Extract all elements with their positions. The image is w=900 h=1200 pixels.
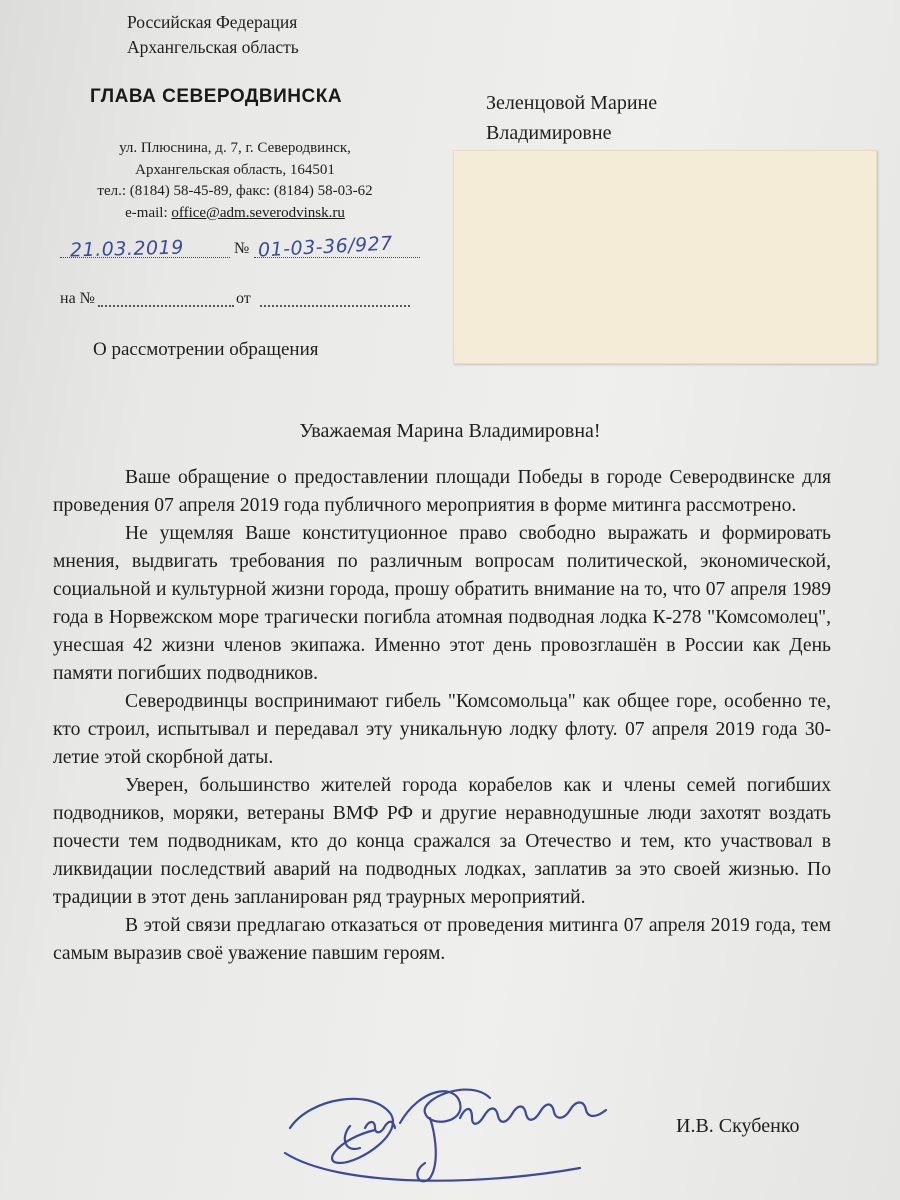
address-line-street: ул. Плюснина, д. 7, г. Северодвинск, [119,140,351,156]
paragraph-3: Северодвинцы воспринимают гибель "Комсомольца" как общее горе, особенно те, кто строил, испытывал и передавал эту уникальную лодку флоту. 07 апреля 2019 года 30-летие этой скорбной даты. [53,691,831,768]
outgoing-reference [60,232,420,264]
recipient-block [486,88,657,148]
incoming-number-label: на № [60,290,95,307]
handwritten-number: 01-03-36/927 [257,232,394,262]
country-line: Российская Федерация [127,12,298,32]
address-block [70,138,400,224]
recipient-name-line2: Владимировне [486,122,612,144]
recipient-name-line1: Зеленцовой Марине [486,92,658,114]
letter-body [53,464,831,968]
paragraph-1: Ваше обращение о предоставлении площади Победы в городе Северодвинске для проведения 07 апреля 2019 года публичного мероприятия в форме митинга рассмотрено. [53,467,831,516]
organization-title: ГЛАВА СЕВЕРОДВИНСКА [90,86,343,107]
region-line: Архангельская область [127,37,299,57]
phone-fax-line: тел.: (8184) 58-45-89, факс: (8184) 58-03-62 [97,183,373,199]
incoming-from-label: от [236,290,251,307]
paragraph-2: Не ущемляя Ваше конституционное право свободно выражать и формировать мнения, выдвигать требования по различным вопросам политической, экономической, социальной и культурной жизни города, прошу обратить внимание на то, что 07 апреля 1989 года в Норвежском море трагически погибла атомная подводная лодка К-278 "Комсомолец", унесшая 42 жизни членов экипажа. Именно этот день провозглашён в России как День памяти погибших подводников. [53,523,831,684]
paragraph-5: В этой связи предлагаю отказаться от проведения митинга 07 апреля 2019 года, тем самым выразив своё уважение павшим героям. [53,915,831,964]
email-link[interactable]: office@adm.severodvinsk.ru [171,204,345,221]
paragraph-4: Уверен, большинство жителей города корабелов как и члены семей погибших подводников, моряки, ветераны ВМФ РФ и другие неравнодушные люди захотят воздать почести тем подводникам, кто до конца сражался за Отечество и тем, кто участвовал в ликвидации последствий аварий на подводных лодках, заплатив за это своей жизнью. По традиции в этот день запланирован ряд траурных мероприятий. [53,775,831,908]
email-line [70,203,400,225]
incoming-number-blank [98,305,234,307]
number-label: № [234,240,250,257]
signer-name: И.В. Скубенко [676,1115,800,1137]
address-cover-sticker [453,150,877,364]
email-label: e-mail: [125,204,172,221]
address-line-region: Архангельская область, 164501 [135,161,335,178]
subject-line: О рассмотрении обращения [93,339,319,360]
salutation: Уважаемая Марина Владимировна! [299,420,601,442]
handwritten-date: 21.03.2019 [69,236,185,262]
handwritten-signature [280,1068,640,1193]
incoming-date-blank [260,305,410,307]
incoming-reference [60,290,420,312]
